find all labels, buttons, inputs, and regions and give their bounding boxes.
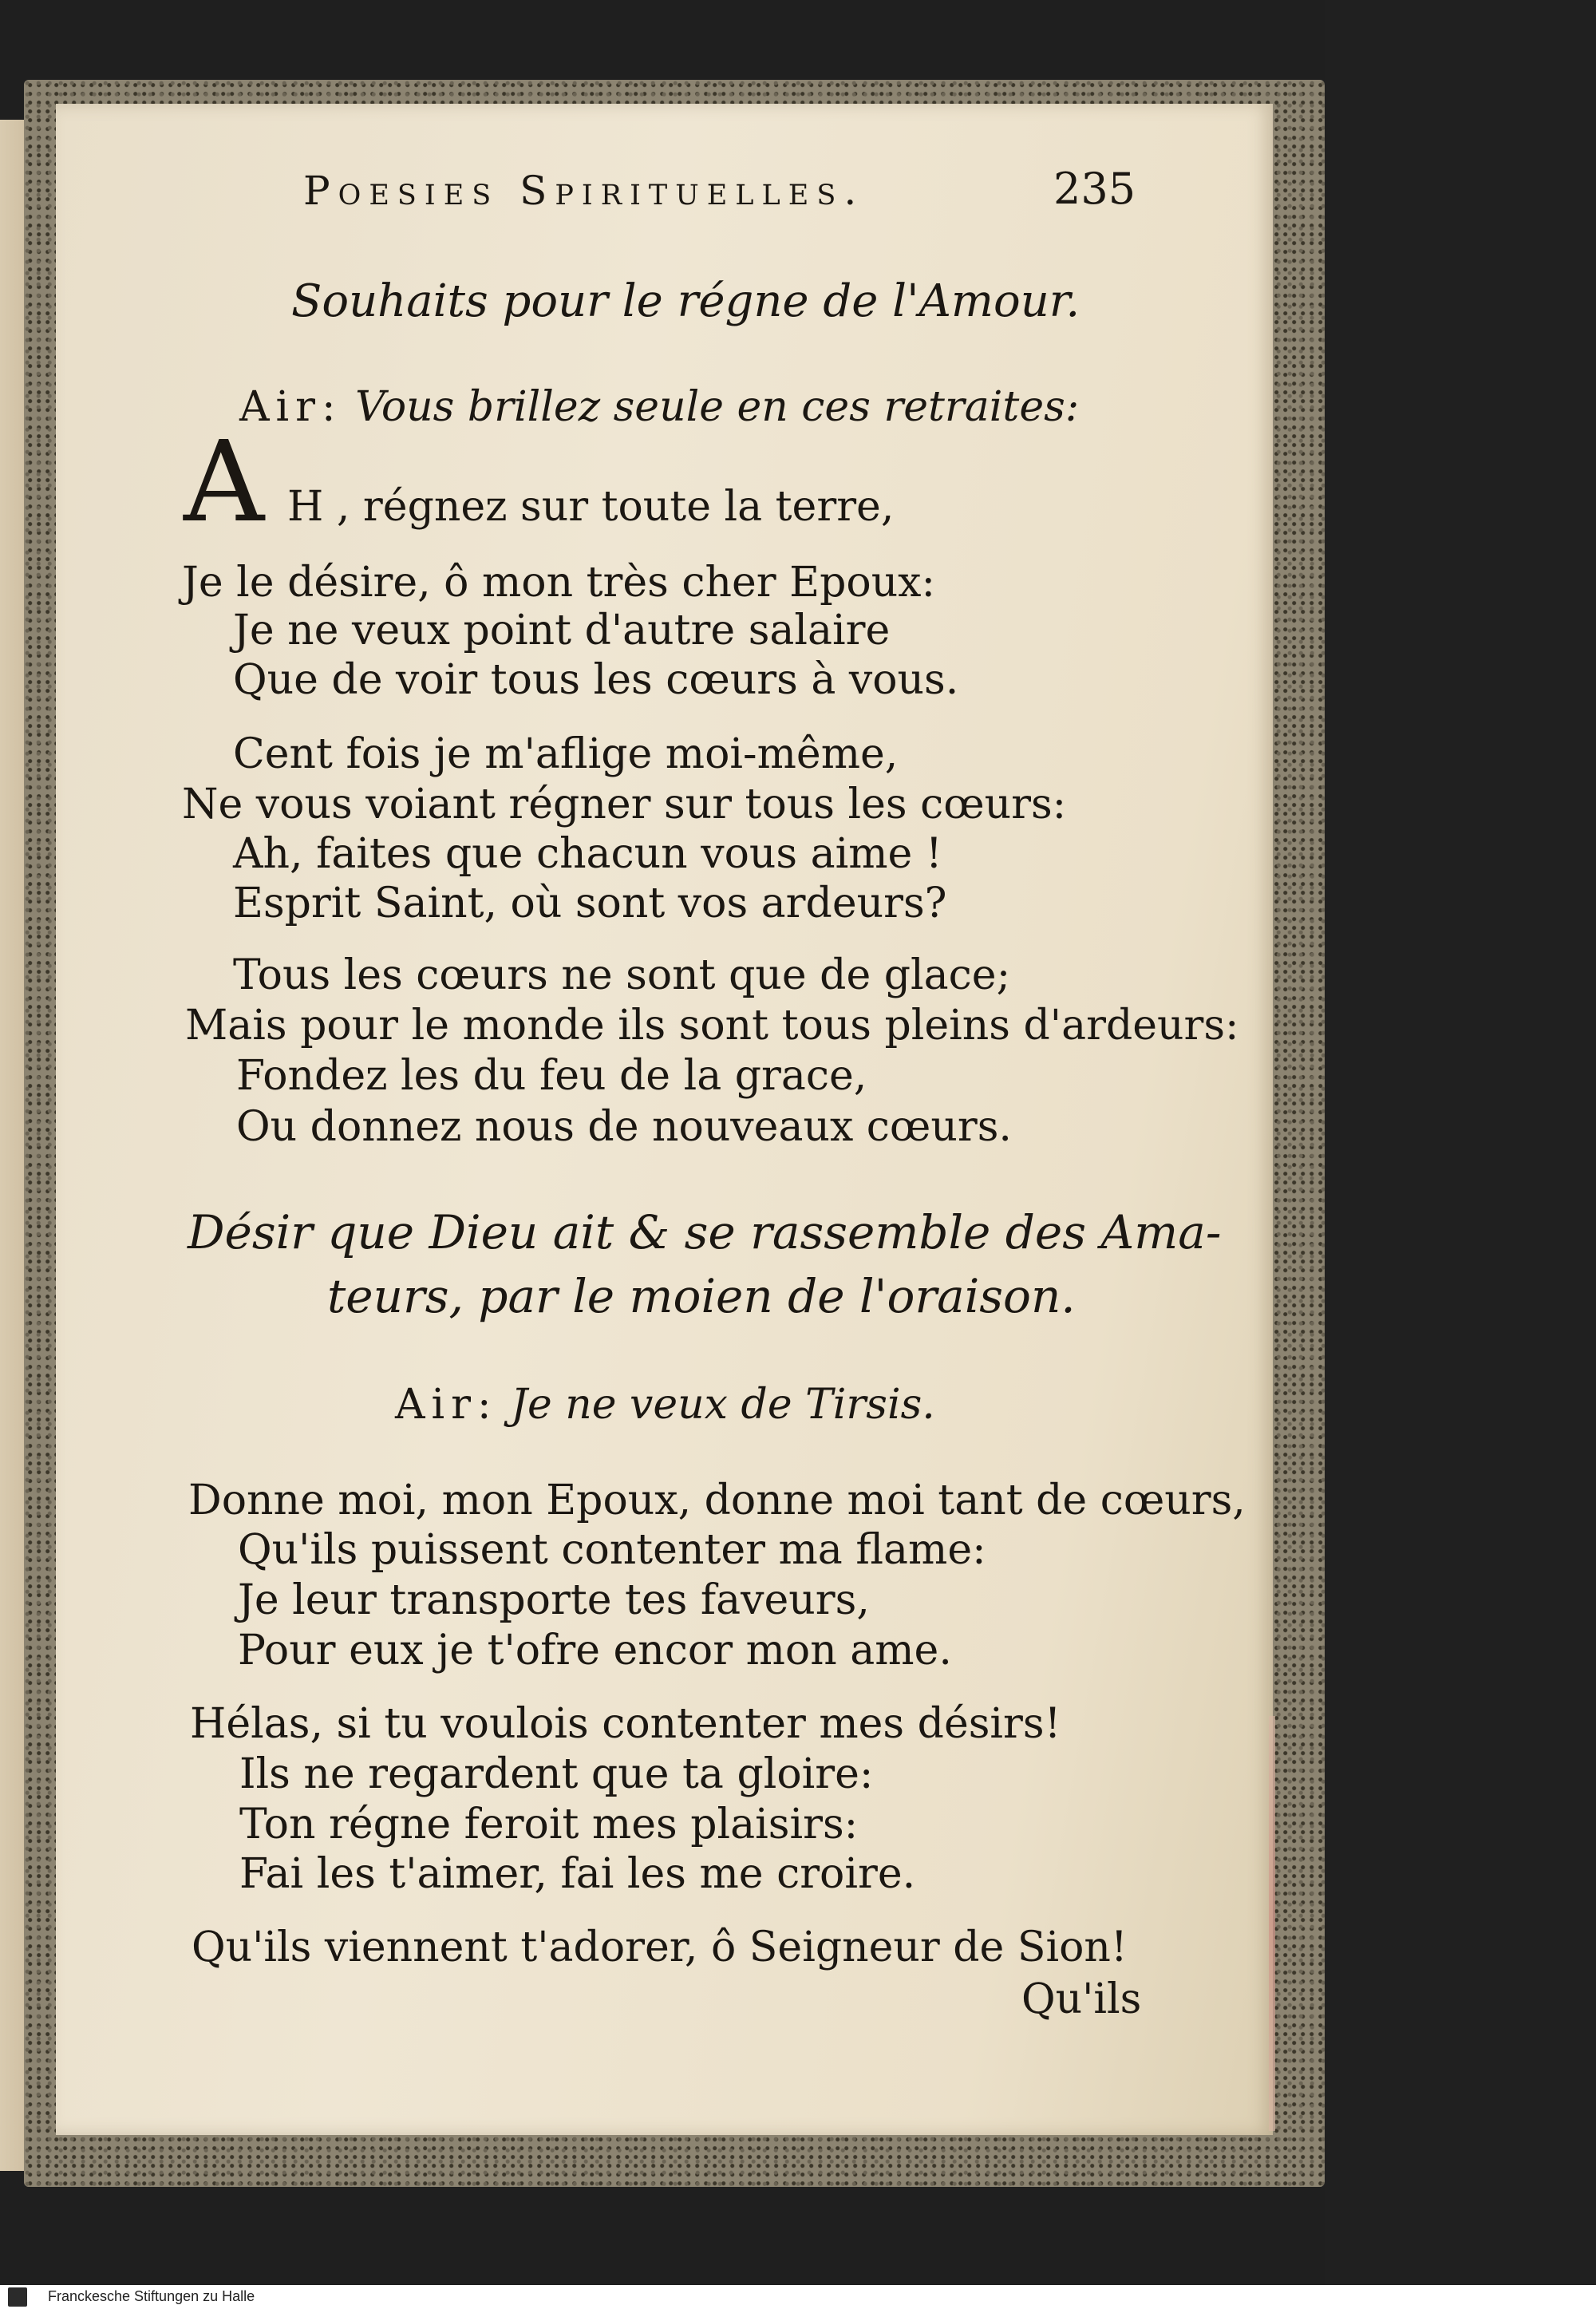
verse-line: Ou donnez nous de nouveaux cœurs. xyxy=(236,1103,1012,1151)
poem-title: Souhaits pour le régne de l'Amour. xyxy=(291,275,1080,327)
verse-line: Je le désire, ô mon très cher Epoux: xyxy=(182,559,936,607)
verse-line: Pour eux je t'ofre encor mon ame. xyxy=(238,1627,952,1674)
verse-line: Mais pour le monde ils sont tous pleins d'ardeurs: xyxy=(185,1002,1239,1050)
verse-line: Ton régne feroit mes plaisirs: xyxy=(239,1801,859,1848)
air-tune: Vous brillez seule en ces retraites: xyxy=(355,383,1080,431)
verse-line: Fondez les du feu de la grace, xyxy=(236,1052,867,1100)
air-label: Air: xyxy=(395,1381,498,1429)
verse-line: Que de voir tous les cœurs à vous. xyxy=(233,656,959,704)
poem-title-continued: teurs, par le moien de l'oraison. xyxy=(327,1269,1076,1323)
air-line xyxy=(395,1381,935,1429)
verse-line: Je leur transporte tes faveurs, xyxy=(238,1576,870,1624)
air-line xyxy=(239,383,1079,431)
catchword: Qu'ils xyxy=(1021,1975,1142,2023)
air-tune: Je ne veux de Tirsis. xyxy=(511,1381,935,1429)
verse-line: Qu'ils viennent t'adorer, ô Seigneur de Sion! xyxy=(192,1924,1128,1971)
air-label: Air: xyxy=(239,383,342,431)
running-title: Poesies Spirituelles. xyxy=(303,168,865,214)
verse-line: Qu'ils puissent contenter ma flame: xyxy=(238,1526,986,1574)
institution-logo-icon xyxy=(8,2287,27,2307)
verse-line: Esprit Saint, où sont vos ardeurs? xyxy=(233,880,947,927)
institution-name: Franckesche Stiftungen zu Halle xyxy=(48,2288,255,2304)
verse-line: Ne vous voiant régner sur tous les cœurs: xyxy=(182,781,1067,828)
verse-line: H , régnez sur toute la terre, xyxy=(287,483,895,531)
verse-line: Ils ne regardent que ta gloire: xyxy=(239,1750,874,1798)
page-number: 235 xyxy=(1053,164,1136,214)
verse-line: Ah, faites que chacun vous aime ! xyxy=(233,830,942,878)
verse-line: Tous les cœurs ne sont que de glace; xyxy=(233,951,1011,999)
drop-cap: A xyxy=(184,417,265,548)
verse-line: Fai les t'aimer, fai les me croire. xyxy=(239,1850,916,1898)
verse-line: Cent fois je m'aflige moi-même, xyxy=(233,730,899,778)
poem-title: Désir que Dieu ait & se rassemble des Ama- xyxy=(188,1205,1222,1259)
verse-line: Donne moi, mon Epoux, donne moi tant de cœurs, xyxy=(188,1477,1246,1524)
verse-line: Hélas, si tu voulois contenter mes désirs! xyxy=(190,1700,1061,1748)
dark-background xyxy=(1325,0,1596,2309)
verse-line: Je ne veux point d'autre salaire xyxy=(233,607,891,654)
page-edge-stain xyxy=(1269,1716,1275,2131)
